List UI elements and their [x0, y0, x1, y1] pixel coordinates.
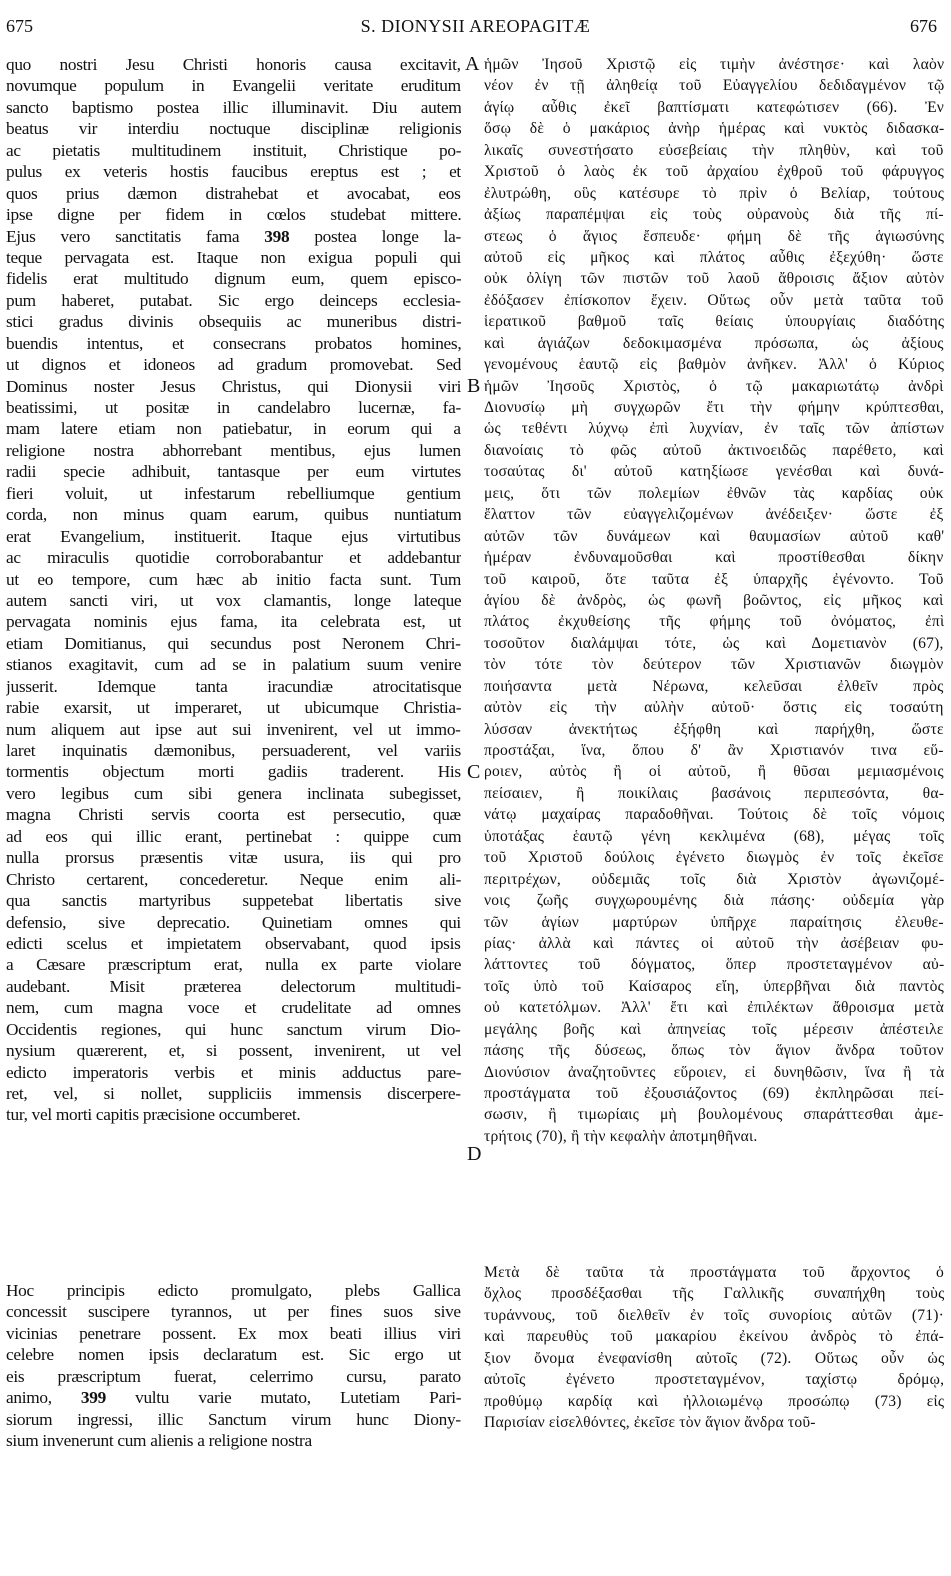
greek-text-line: προστάγματα τοῦ ἐξουσιάζοντος (69) ἐκπληρῶσαι πεί-	[484, 1085, 944, 1102]
latin-text-line: buendis intentus, et consecrans probatos homines,	[6, 333, 461, 353]
latin-text-line: audebant. Misit præterea delectorum multitudi-	[6, 976, 461, 996]
latin-text-line: tur, vel morti capitis præcisione occumberet.	[6, 1105, 301, 1125]
greek-text-line: αὐτὸν εἰς τὴν αὐλὴν αὐτοῦ· ὅστις εἰς τοσαύτη	[484, 699, 944, 717]
latin-text-line: ac pietatis multitudinem instituit, Christique po-	[6, 140, 461, 160]
latin-text-line: beatissimi, ut positæ in candelabro lucernæ, fa-	[6, 398, 461, 417]
latin-text-line: rabie exarsit, ut imperaret, ut ubicumque Christia-	[6, 698, 461, 718]
greek-text-line: πάσης τῆς δύσεως, ὅπως τὸν ἅγιον ἄνδρα τοῦτον	[484, 1042, 944, 1060]
latin-text-line: Occidentis regiones, qui hunc sanctum virum Dio-	[6, 1019, 461, 1039]
latin-text-line: ad eos qui illic erant, pertinebat : quippe cum	[6, 826, 461, 846]
greek-text-line: ποιήσαντα μετὰ Νέρωνα, κελεῦσαι ἐλθεῖν πρὸς	[484, 677, 944, 695]
greek-text-line: ἔλαττον τῶν εὐαγγελιζομένων ἀνέδειξεν· ὥστε ἐξ	[484, 506, 944, 524]
greek-text-line: αὐτοῖς ἐγένετο προστεταγμένον, ταχίστῳ δρόμῳ,	[484, 1371, 944, 1389]
greek-text-line: τοσοῦτον διαλάμψαι τότε, ὡς καὶ Δομετιανὸν (67),	[484, 634, 944, 652]
greek-text-line: ροιεν, αὐτὸς ἢ οἱ αὐτοῦ, ἢ θῦσαι μεμιασμένοις	[484, 763, 944, 781]
running-header	[0, 16, 951, 42]
latin-text-line: religione nostra abhorrebant mentibus, ejus lumen	[6, 440, 461, 460]
greek-text-line: καὶ παρευθὺς τοῦ μακαρίου ἐκείνου ἀνδρὸς τὸ ἐπά-	[484, 1328, 944, 1346]
latin-text-line: ut eo tempore, cum hæc ab initio facta sunt. Tum	[6, 569, 461, 589]
margin-letter-a: A	[465, 53, 480, 75]
latin-text-line: sium invenerunt cum alienis a religione nostra	[6, 1431, 312, 1451]
latin-text-line: fidelis erat multitudo dignum eum, quem episco-	[6, 269, 461, 289]
greek-text-line: οὐκ ὀλίγη τῶν πιστῶν τοῦ λαοῦ ἄθροισις ἄξιον αὐτὸν	[484, 270, 944, 288]
latin-text-line: ret, vel, si nollet, suppliciis immensis discerpere-	[6, 1084, 461, 1103]
latin-text-line: fieri voluit, ut infestarum rebelliumque gentium	[6, 483, 461, 503]
greek-text-line: αὐτῶν τῶν δυνάμεων καὶ θαυμασίων αὐτοῦ καθ'	[484, 527, 944, 545]
latin-text-line: animo, 399 vultu varie mutato, Lutetiam Pari-	[6, 1388, 461, 1408]
greek-text-line: Διονύσιον ἀναζητοῦντες εὕροιεν, εἰ δυνηθῶσιν, ἵνα ἢ τὰ	[484, 1063, 944, 1081]
latin-text-line: quos prius dæmon distrahebat et avocabat, eos	[6, 183, 461, 203]
latin-text-line: Ejus vero sanctitatis fama 398 postea longe la-	[6, 226, 461, 246]
greek-text-line: λάττοντες τοῦ δόγματος, ὅπερ προστεταγμένον αὐ-	[484, 956, 944, 974]
margin-letter-c: C	[467, 761, 481, 783]
latin-text-line: stici gradus divinis obsequiis ac muneribus distri-	[6, 312, 461, 332]
greek-text-line: ὑποτάξας ἑαυτῷ γένη κεκλιμένα (68), μέγας τοῖς	[484, 827, 944, 845]
greek-text-line: ὅσῳ δὲ ὁ μακάριος ἀνὴρ ἡμέρας καὶ νυκτὸς διδασκα-	[484, 120, 944, 138]
greek-text-line: τοῦ καιροῦ, ὅτε ταῦτα ἐξ ὑπαρχῆς ἐγένοντο. Τοῦ	[484, 570, 944, 588]
greek-text-line: ὡς τεθέντι λύχνῳ ἐπὶ λυχνίαν, ἐν ταῖς τῶν ἀπίστων	[484, 420, 944, 438]
latin-text-line: jusserit. Idemque tanta iracundiæ atrocitatisque	[6, 676, 461, 696]
greek-text-line: Χριστοῦ ὁ λαὸς ἐκ τοῦ ἀρχαίου ἐχθροῦ τοῦ φάρυγγος	[484, 163, 944, 181]
latin-text-line: mam latere etiam non patiebatur, in eorum qui a	[6, 419, 461, 439]
greek-text-line: τοσαύτας δι' αὐτοῦ κατηξίωσε γενέσθαι καὶ δυνά-	[484, 463, 944, 481]
greek-text-line: μεις, ὅτι τῶν πολεμίων ἐθνῶν τὰς καρδίας οὐκ	[484, 484, 944, 502]
greek-column-paragraph-1	[484, 54, 944, 1147]
latin-text-line: concessit suscipere tyrannos, ut per fines suos sive	[6, 1302, 461, 1322]
greek-text-line: ἐδόξασεν ἐπίσκοπον ἔχειν. Οὕτως οὖν μετὰ ταῦτα τοῦ	[484, 291, 944, 309]
latin-text-line: num aliquem aut ipse aut sui invenirent, vel ut immo-	[6, 719, 461, 739]
latin-text-line: edicti scelus et impietatem observabant, quod ipsis	[6, 933, 461, 953]
latin-text-line: a Cæsare præscriptum erat, nulla ex parte violare	[6, 955, 461, 975]
running-title: S. DIONYSII AREOPAGITÆ	[360, 16, 591, 36]
greek-text-line: προστάξαι, ἵνα, ὅπου δ' ἂν Χριστιανόν τινα εὕ-	[484, 742, 944, 759]
latin-text-line: edicto imperatoris verbis et minis adductus pare-	[6, 1062, 461, 1082]
greek-text-line: γενομένους ἑαυτῷ εἰς βαθμὸν ἀνῆκεν. Ἀλλ' ὁ Κύριος	[484, 356, 944, 374]
greek-text-line: τῶν ἁγίων μαρτύρων ὑπῆρχε παραίτησις ἐλευθε-	[484, 913, 944, 931]
latin-text-line: corda, non minus quam earum, quibus nuntiatum	[6, 505, 461, 525]
latin-text-line: ut dignos et idoneos ad gradum promovebat. Sed	[6, 355, 461, 375]
greek-text-line: ἀξίως παραπέμψαι εἰς τοὺς οὐρανοὺς διὰ τῆς πί-	[484, 206, 944, 224]
reference-number: 399	[80, 1388, 106, 1408]
greek-text-line: Μετὰ δὲ ταῦτα τὰ προστάγματα τοῦ ἄρχοντος ὁ	[484, 1264, 944, 1281]
greek-text-line: διανοίαις τὸ φῶς αὐτοῦ ἀκτινοειδῶς παρέθετο, καὶ	[484, 441, 944, 459]
greek-text-line: ἁγίου δὲ ἀνδρὸς, ὡς φωνῆ βοῶντος, εἰς μῆκος καὶ	[484, 591, 944, 609]
greek-text-line: ρίας· ἀλλὰ καὶ πάντες οἱ αὐτοῦ τὴν ἀσέβειαν φυ-	[484, 934, 944, 952]
greek-text-line: ὄχλος προσδέξασθαι τῆς Γαλλικῆς συναπήχθη τοὺς	[484, 1285, 944, 1303]
greek-text-line: τρήτοις (70), ἢ τὴν κεφαλὴν ἀποτμηθῆναι.	[484, 1127, 758, 1145]
greek-text-line: στεως ὁ ἅγιος ἔσπευδε· φήμη δὲ τῆς ἁγιωσύνης	[484, 227, 944, 245]
reference-number: 398	[264, 226, 290, 246]
latin-text-line: Christo certarent, concederetur. Neque enim ali-	[6, 869, 461, 889]
latin-text-line: quo nostri Jesu Christi honoris causa excitavit,	[6, 55, 461, 74]
greek-text-line: καὶ ἁγιάζων δεδοκιμασμένα πρόσωπα, ὡς ἀξίους	[484, 334, 944, 352]
latin-text-line: pervagata nominis ejus fama, ita celebrata est, ut	[6, 612, 461, 632]
latin-text-line: vicinias penetrare possent. Ex mox beati illius viri	[6, 1323, 461, 1343]
greek-text-line: πλάτος ἐκχυθείσης τῆς φήμης τοῦ ὀνόματος, ἐπὶ	[484, 613, 944, 631]
greek-text-line: ἁγίῳ αὖθις ἐκεῖ βαπτίσματι κατεφώτισεν (66). Ἐν	[484, 98, 944, 116]
greek-text-line: νέον ἐν τῇ ἀληθείᾳ τοῦ Εὐαγγελίου δεδιδαγμένον τῷ	[484, 77, 944, 95]
greek-column-paragraph-2	[484, 1262, 944, 1434]
latin-text-line: erat Evangelium, instituerit. Itaque ejus virtutibus	[6, 526, 461, 546]
greek-text-line: μεγάλης βοῆς καὶ ἀπηνείας τοῖς μέρεσιν ἀπέστειλε	[484, 1020, 944, 1038]
greek-text-line: λικαῖς συνεστήσατο εὐσεβείαις τὴν πληθὺν, καὶ τοῦ	[484, 141, 944, 159]
latin-text-line: nysium quærerent, et, si possent, invenirent, ut vel	[6, 1041, 461, 1061]
greek-text-line: ἡμέραν ἐνδυναμοῦσθαι καὶ προστίθεσθαι δίκην	[484, 549, 944, 567]
latin-text-line: teque pervagata est. Itaque non exigua populi qui	[6, 247, 461, 267]
latin-text-line: beatus vir interdiu noctuque disciplinæ religionis	[6, 119, 461, 139]
latin-text-line: Hoc principis edicto promulgato, plebs Gallica	[6, 1281, 461, 1300]
latin-column-paragraph-1	[6, 54, 461, 1126]
latin-text-line: laret inquinatis dæmonibus, persuaderent, vel variis	[6, 741, 461, 760]
latin-text-line: pum haberet, putabat. Sic ergo deinceps ecclesia-	[6, 290, 461, 310]
page-number-left: 675	[6, 16, 33, 36]
latin-text-line: vero legibus cum sibi genera inclinata subegisset,	[6, 783, 461, 803]
greek-text-line: περιτρέχων, οὐδεμιᾶς τοῖς διὰ Χριστὸν ἀγωνιζομέ-	[484, 870, 944, 888]
latin-column-paragraph-2	[6, 1280, 461, 1452]
margin-letter-d: D	[467, 1143, 482, 1165]
latin-text-line: autem sancti viri, ut vox clamantis, longe lateque	[6, 590, 461, 610]
greek-text-line: προθύμῳ καρδίᾳ καὶ ἠλλοιωμένῳ προσώπῳ (73) εἰς	[484, 1392, 944, 1410]
greek-text-line: ἡμῶν Ἰησοῦ Χριστῷ εἰς τιμὴν ἀνέστησε· καὶ λαὸν	[484, 56, 944, 73]
greek-text-line: τοῖς ὑπὸ τοῦ Καίσαρος εἴη, ὑπερβῆναι διὰ παντὸς	[484, 977, 944, 995]
latin-text-line: pulus ex veteris hostis faucibus ereptus est ; et	[6, 162, 461, 182]
greek-text-line: τυράννους, τοῦ διελθεῖν ἐν τοῖς συνορίοις αὐτῶν (71)·	[484, 1306, 944, 1324]
latin-text-line: nulla prorsus præsentis vitæ usura, iis qui pro	[6, 848, 461, 868]
greek-text-line: Διονυσίῳ μὴ συγχωρῶν ἔτι τὴν φήμην κρύπτεσθαι,	[484, 399, 944, 416]
greek-text-line: ξιον ὄνομα ἐνεφανίσθη αὐτοῖς (72). Οὕτως οὖν ὡς	[484, 1349, 944, 1367]
latin-text-line: ipse digne per fidem in cœlos studebat mittere.	[6, 205, 461, 225]
latin-text-line: tormentis objectum morti gadiis traderent. His	[6, 762, 461, 782]
latin-text-line: nem, cum magna voce et crudelitate ad omnes	[6, 998, 461, 1018]
greek-text-line: ἡμῶν Ἰησοῦς Χριστὸς, ὁ τῷ μακαριωτάτῳ ἀνδρὶ	[484, 377, 944, 395]
latin-text-line: siorum ingressi, illic Sanctum virum hunc Diony-	[6, 1409, 461, 1429]
greek-text-line: νάτῳ μαχαίρας παραδοθῆναι. Τούτοις δὲ τοῖς νόμοις	[484, 806, 944, 824]
latin-text-line: novumque populum in Evangelii veritate eruditum	[6, 76, 461, 96]
page-number-right: 676	[910, 16, 937, 36]
greek-text-line: τὸν τότε τὸν δεύτερον τῶν Χριστιανῶν διωγμὸν	[484, 656, 944, 674]
latin-text-line: radii specie adhibuit, tantasque per eum virtutes	[6, 462, 461, 482]
greek-text-line: λύσσαν ἀνεκτήτως ἐξήφθη καὶ παρήχθη, ὥστε	[484, 720, 944, 738]
latin-text-line: defensio, sive deprecatio. Quinetiam omnes qui	[6, 912, 461, 932]
latin-text-line: stianos exagitavit, cum ad se in palatium suum venire	[6, 655, 461, 675]
latin-text-line: etiam Domitianus, qui secundus post Neronem Chri-	[6, 633, 461, 653]
greek-text-line: ἐλυτρώθη, οὓς κατέσυρε τὸ πρὶν ὁ Βελίαρ, τούτους	[484, 184, 944, 202]
latin-text-line: celebre nomen ipsis declaratum est. Sic ergo ut	[6, 1345, 461, 1365]
greek-text-line: Παρισίαν εἰσελθόντες, ἐκεῖσε τὸν ἅγιον ἄνδρα τοῦ-	[484, 1414, 816, 1432]
greek-text-line: σωσιν, ἢ τιμωρίαις μὴ βουλομένους σπαράττεσθαι ἀμε-	[484, 1106, 944, 1124]
greek-text-line: αὐτοῦ εἰς μῆκος καὶ πλάτος αὖθις ἐξεχύθη· ὥστε	[484, 248, 944, 266]
latin-text-line: sancto baptismo postea illic illuminavit. Diu autem	[6, 97, 461, 117]
greek-text-line: νοις ζωῆς συγχωρουμένης διὰ πάσης· οὐδεμία γὰρ	[484, 892, 944, 910]
latin-text-line: magna Christi servis coorta est persecutio, quæ	[6, 805, 461, 825]
latin-text-line: qua sanctis martyribus suppetebat libertatis sive	[6, 891, 461, 911]
greek-text-line: ἱερατικοῦ βαθμοῦ ταῖς θείαις ὑπουργίαις διαδότης	[484, 313, 944, 331]
latin-text-line: ac miraculis quotidie corroborabantur et addebantur	[6, 548, 461, 568]
latin-text-line: eis præscriptum fuerat, celerrimo cursu, parato	[6, 1366, 461, 1386]
margin-letter-b: B	[467, 375, 481, 397]
greek-text-line: οὐ κατετόλμων. Ἀλλ' ἔτι καὶ ἐπιλέκτων ἄθροισμα μετὰ	[484, 999, 944, 1017]
latin-text-line: Dominus noster Jesus Christus, qui Dionysii viri	[6, 376, 461, 396]
greek-text-line: τοῦ Χριστοῦ δούλοις ἐγένετο διωγμὸς ἐν τοῖς ἐκεῖσε	[484, 849, 944, 867]
greek-text-line: πείσαιεν, ἢ ποικίλαις βασάνοις περιπεσόντα, θα-	[484, 784, 944, 802]
